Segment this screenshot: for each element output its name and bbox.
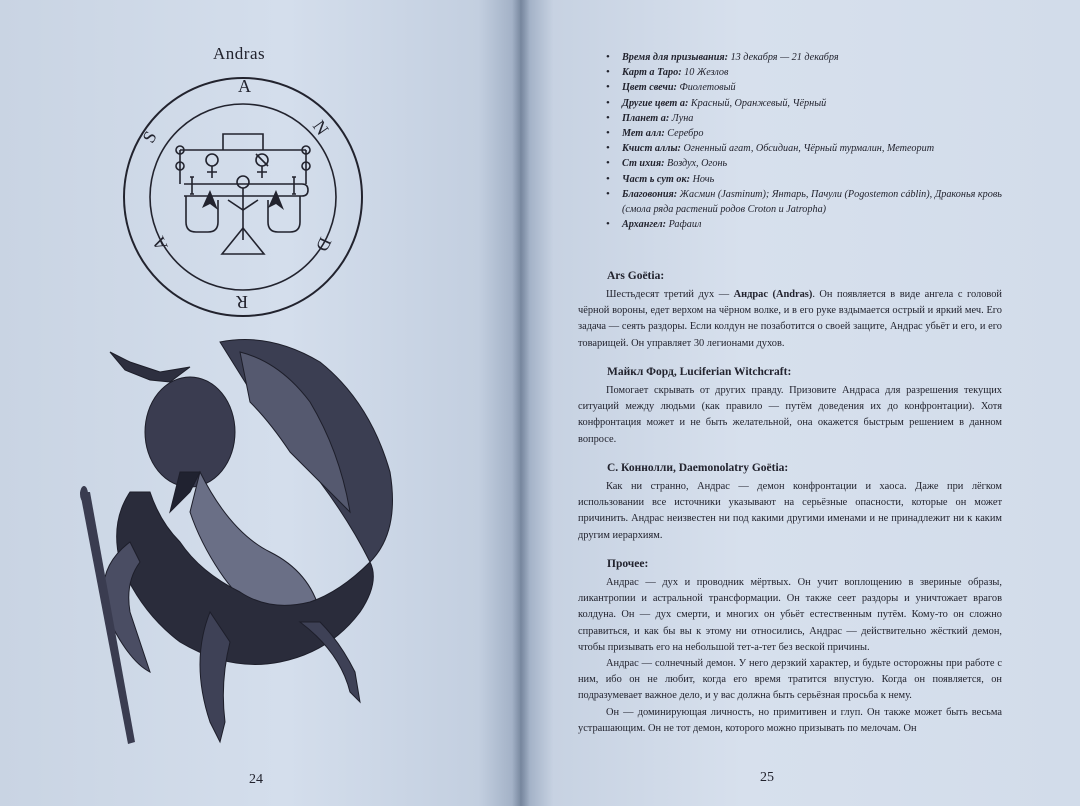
left-page — [0, 0, 520, 806]
section-paragraph: Помогает скрывать от других правду. Призовите Андраса для разрешения текущих ситуаций между людьми (как правило — путём доведения их до конфронтации). Хотя конфронтация может и не быть желательной, она окажется быстрым решением в данном вопросе. — [578, 385, 1002, 445]
attr-item: • Время для призывания: 13 декабря — 21 декабря — [622, 50, 1002, 65]
page-number-right: 25 — [760, 770, 774, 785]
attr-item: • Мет алл: Серебро — [622, 126, 1002, 141]
attr-item: • Другие цвет а: Красный, Оранжевый, Чёрный — [622, 96, 1002, 111]
sigil-seal — [118, 72, 368, 322]
attr-item: • Част ь сут ок: Ночь — [622, 172, 1002, 187]
seal-letter-s: S — [138, 127, 161, 147]
attr-item: • Кчист аллы: Огненный агат, Обсидиан, Чёрный турмалин, Метеорит — [622, 141, 1002, 156]
section-paragraph: Как ни странно, Андрас — демон конфронтации и хаоса. Даже при лёгком использовании все источники указывают на серьёзные опасности, которые он может причинить. Андрас неизвестен ни под какими другими именами и не принадлежит ни к каким другим иерархиям. — [578, 481, 1002, 541]
section-paragraph: Андрас — дух и проводник мёртвых. Он учит воплощению в звериные образы, ликантропии и астральной трансформации. Он также сеет раздоры и уничтожает врагов колдуна. Он — дух смерти, и многих он убьёт естественным путём. Кому-то он сложно справиться, и как бы вы к этому ни относились, Андрас — действительно жёсткий демон, чтобы призывать его на небольшой тет-а-тет без веской причины. — [578, 577, 1002, 653]
section-heading: Ars Goëtia: — [607, 270, 665, 282]
attr-item: • Цвет свечи: Фиолетовый — [622, 80, 1002, 95]
sigil-title: Andras — [213, 44, 266, 63]
attr-item: • Ст ихия: Воздух, Огонь — [622, 156, 1002, 171]
section-heading: С. Коннолли, Daemonolatry Goëtia: — [607, 462, 789, 474]
section-paragraph: Андрас — солнечный демон. У него дерзкий характер, и будьте осторожны при работе с ним, ибо он не любит, когда его время тратится впустую. Когда он появляется, он подразумевает важное дело, и у вас должна быть серьёзная просьба к нему. — [578, 658, 1002, 702]
seal-letter-a1: A — [238, 76, 251, 96]
section-paragraph: Шестьдесят третий дух — Андрас (Andras). Он появляется в виде ангела с головой чёрной вороны, едет верхом на чёрном волке, и в его руке вздымается острый и яркий меч. Его задача — сеять раздоры. Если колдун не позаботится о своей защите, Андрас убьёт и его, и его товарищей. Он управляет 30 легионами духов. — [578, 289, 1002, 349]
section-paragraph: Он — доминирующая личность, но примитивен и глуп. Он также может быть весьма устрашающим. Он не тот демон, которого можно призывать по мелочам. Он — [578, 707, 1002, 735]
section-heading: Прочее: — [607, 558, 649, 570]
section-heading: Майкл Форд, Luciferian Witchcraft: — [607, 366, 792, 378]
book-gutter — [512, 0, 530, 806]
attr-item: • Архангел: Рафаил — [622, 217, 1002, 232]
seal-letter-r: R — [235, 292, 248, 312]
andras-illustration — [70, 322, 410, 752]
seal-letter-n: N — [308, 116, 333, 139]
seal-letter-d: D — [311, 234, 336, 255]
attr-item: • Благовония: Жасмин (Jasminum); Янтарь, Пачули (Pogostemon cáblin), Драконья кровь (смола ряда растений родов Croton и Jatropha) — [622, 187, 1002, 217]
seal-letter-a2: A — [147, 233, 172, 254]
attributes-list — [622, 50, 1002, 232]
attr-item: • Карт а Таро: 10 Жезлов — [622, 65, 1002, 80]
attr-item: • Планет а: Луна — [622, 111, 1002, 126]
page-number-left: 24 — [249, 772, 263, 787]
